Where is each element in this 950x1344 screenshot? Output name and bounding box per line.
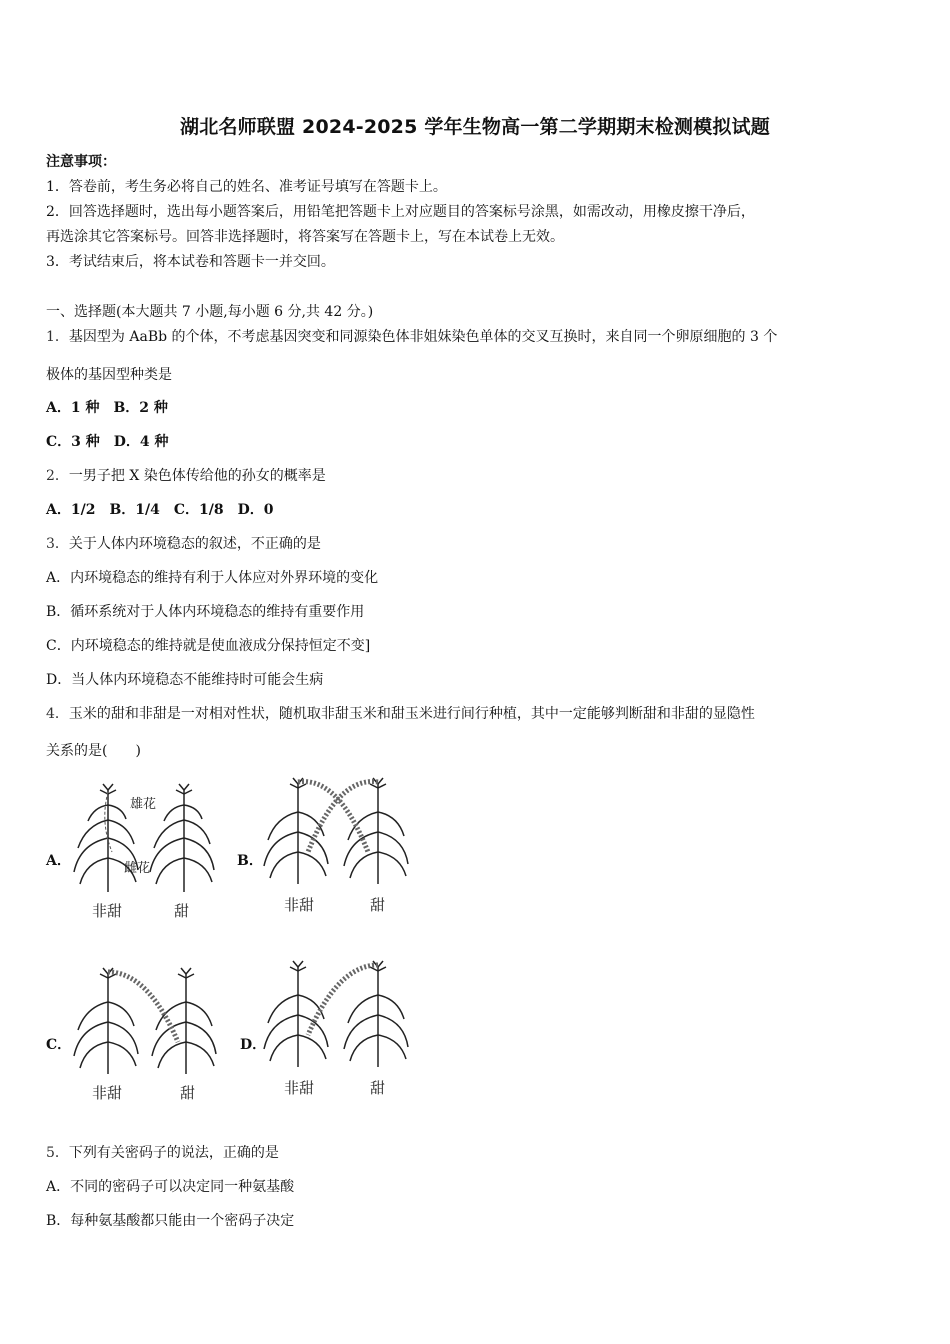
question-5-stem: [46, 1144, 279, 1162]
figure-d-label: D．: [240, 1037, 267, 1053]
pollination-path: [108, 972, 178, 1042]
notice-heading: 注意事项：: [46, 154, 116, 170]
question-text: 基因型为 AaBb 的个体，不考虑基因突变和同源染色体非姐妹染色单体的交叉互换时，来自同一个卵原细胞的 3 个: [68, 329, 778, 345]
question-1-options-cd: C．3 种 D．4 种: [46, 434, 169, 450]
question-text: 一男子把 X 染色体传给他的孙女的概率是: [68, 468, 326, 484]
question-3-stem: [46, 535, 321, 553]
question-4-stem-cont: 关系的是( ): [46, 743, 141, 759]
question-3-option-c: C．内环境稳态的维持就是使血液成分保持恒定不变]: [46, 638, 371, 654]
question-3-option-b: B．循环系统对于人体内环境稳态的维持有重要作用: [46, 604, 365, 620]
male-flower-label: 雄花: [130, 797, 157, 812]
notice-item: 再选涂其它答案标号。回答非选择题时，将答案写在答题卡上，写在本试卷上无效。: [46, 229, 564, 245]
figure-c-label: C．: [46, 1037, 72, 1053]
question-2-options: A．1/2 B．1/4 C．1/8 D．0: [46, 502, 274, 518]
corn-plant-right: [152, 968, 216, 1074]
question-1-stem-cont: 极体的基因型种类是: [46, 367, 172, 383]
pollination-path: [308, 965, 378, 1035]
question-3-option-a: A．内环境稳态的维持有利于人体应对外界环境的变化: [46, 570, 379, 586]
figure-b: [258, 772, 418, 922]
right-plant-caption: 甜: [180, 1084, 196, 1102]
question-1-options-ab: A．1 种 B．2 种: [46, 400, 168, 416]
question-number: 1．: [46, 329, 69, 345]
question-4-stem: [46, 705, 755, 723]
question-5-option-b: B．每种氨基酸都只能由一个密码子决定: [46, 1213, 295, 1229]
left-plant-caption: 非甜: [92, 1084, 123, 1102]
question-2-stem: [46, 467, 326, 485]
left-plant-caption: 非甜: [284, 896, 315, 914]
right-plant-caption: 甜: [370, 1079, 386, 1097]
question-number: 5．: [46, 1145, 69, 1161]
question-3-option-d: D．当人体内环境稳态不能维持时可能会生病: [46, 672, 324, 688]
question-5-option-a: A．不同的密码子可以决定同一种氨基酸: [46, 1179, 295, 1195]
section-heading: 一、选择题(本大题共 7 小题,每小题 6 分,共 42 分。): [46, 304, 374, 320]
corn-plant-left: [74, 968, 138, 1074]
question-1-stem: [46, 328, 777, 346]
question-number: 3．: [46, 536, 69, 552]
figure-a: [66, 780, 226, 925]
pollination-path-2: [308, 782, 378, 852]
right-plant-caption: 甜: [370, 896, 386, 914]
notice-item: 3．考试结束后，将本试卷和答题卡一并交回。: [46, 254, 335, 270]
corn-plant-right: [344, 961, 408, 1067]
page-title: 湖北名师联盟 2024-2025 学年生物高一第二学期期末检测模拟试题: [180, 116, 770, 138]
notice-item: 1．答卷前，考生务必将自己的姓名、准考证号填写在答题卡上。: [46, 179, 447, 195]
question-number: 4．: [46, 706, 69, 722]
figure-a-label: A．: [46, 853, 71, 869]
female-flower-label: 雌花: [124, 861, 151, 876]
notice-item: 2．回答选择题时，选出每小题答案后，用铅笔把答题卡上对应题目的答案标号涂黑，如需改动，用橡皮擦干净后，: [46, 204, 755, 220]
figure-d: [258, 955, 418, 1105]
corn-plant-right: [344, 778, 408, 884]
question-number: 2．: [46, 468, 69, 484]
figure-b-label: B．: [237, 853, 263, 869]
figure-c: [68, 962, 228, 1112]
corn-plant-right: [150, 784, 214, 892]
corn-plant-left: [264, 778, 328, 884]
question-text: 玉米的甜和非甜是一对相对性状，随机取非甜玉米和甜玉米进行间行种植，其中一定能够判断甜和非甜的显隐性: [68, 706, 755, 722]
left-plant-caption: 非甜: [92, 902, 123, 920]
question-text: 下列有关密码子的说法，正确的是: [68, 1145, 279, 1161]
question-text: 关于人体内环境稳态的叙述，不正确的是: [68, 536, 321, 552]
left-plant-caption: 非甜: [284, 1079, 315, 1097]
right-plant-caption: 甜: [174, 902, 190, 920]
